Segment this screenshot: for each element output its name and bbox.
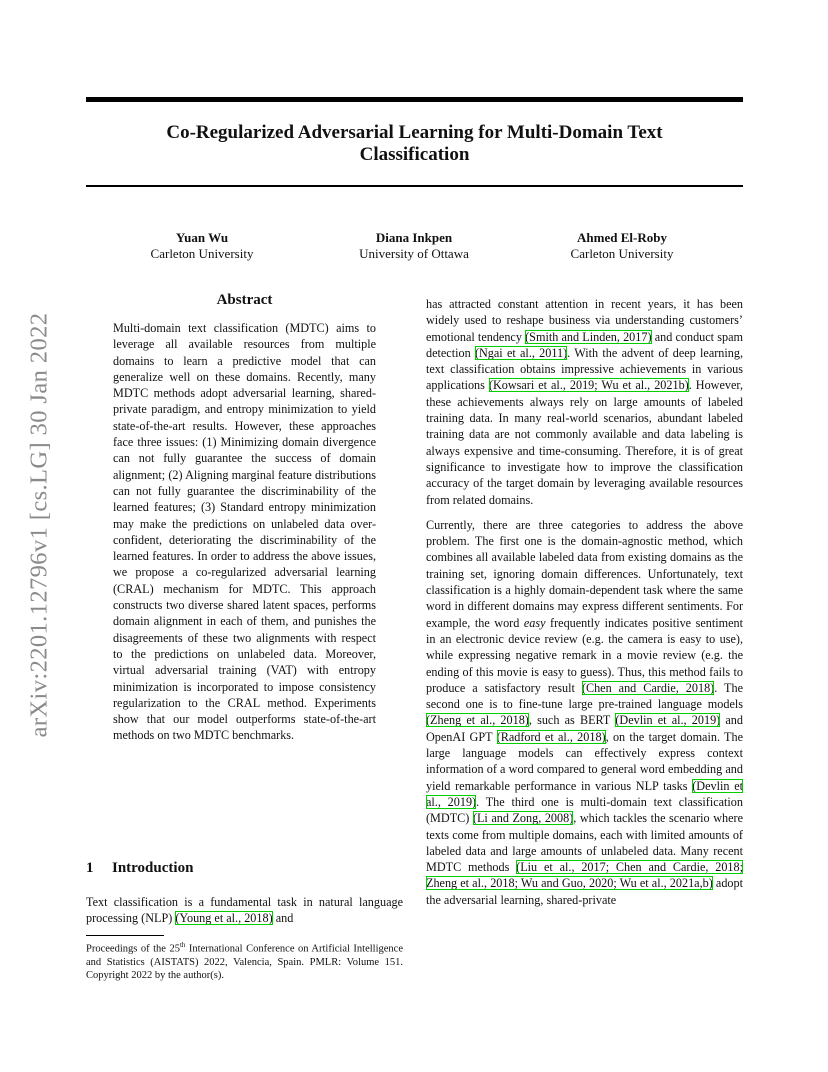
- citation-link[interactable]: (Chen and Cardie, 2018): [581, 680, 715, 695]
- body-text: Currently, there are three categories to address the above problem. The first one is the domain-agnostic method, which combines all available labeled data from existing domains as the training set, ignoring domain differences. Unfortunately, text classification is a highly domain-dependent task where the same word in different domains may express different sentiments. For example, the word: [426, 517, 743, 630]
- author-name: Ahmed El-Roby: [577, 230, 667, 245]
- author-3: [560, 230, 684, 262]
- body-text: and OpenAI GPT: [426, 713, 743, 744]
- body-text: frequently indicates positive sentiment in an electronic device review (e.g. the camera is easy to use), while expressing negative remark in a movie review (e.g. the ending of this movie is easy to guess). Thus, this method fails to produce a satisfactory result: [426, 615, 744, 695]
- author-affiliation: Carleton University: [570, 246, 674, 261]
- author-affiliation: Carleton University: [150, 246, 254, 261]
- body-text: , such as BERT: [528, 713, 616, 728]
- body-text: . With the advent of deep learning, text classification obtains impressive achievements in various applications: [426, 345, 744, 393]
- right-column: [426, 296, 743, 917]
- abstract-text: Multi-domain text classification (MDTC) aims to leverage all available resources from multiple domains to learn a predictive model that can generalize well on these domains. Recently, many MDTC methods adopt adversarial learning, shared-private paradigm, and entropy minimization to yield state-of-the-art results. However, these approaches face three issues: (1) Minimizing domain divergence can not fully guarantee the success of domain alignment; (2) Aligning marginal feature distributions can not fully guarantee the discriminability of the learned features; (3) Standard entropy minimization may make the predictions on unlabeled data over-confident, deteriorating the discriminability of the learned features. In order to address the above issues, we propose a co-regularized adversarial learning (CRAL) mechanism for MDTC. This approach constructs two diverse shared latent spaces, performs domain alignment in each of them, and punishes the disagreements of these two alignments with respect to the predictions on unlabeled data. Moreover, virtual adversarial training (VAT) with entropy minimization is incorporated to impose consistency regularization to the CRAL method. Experiments show that our model outperforms state-of-the-art methods on two MDTC benchmarks.: [113, 321, 376, 743]
- citation-link[interactable]: (Devlin et al., 2019): [615, 713, 721, 728]
- title-line-2: Classification: [359, 144, 470, 165]
- author-1: [140, 230, 264, 262]
- author-name: Diana Inkpen: [375, 230, 453, 245]
- body-text: . However, these achievements always rely on large amounts of labeled training data. In many real-world scenarios, abundant labeled training data are not commonly available and data labeling is always expensive and time-consuming. Therefore, it is of great significance to investigate how to improve the classification accuracy of the target domain by leveraging available resources from related domains.: [426, 378, 743, 507]
- footnote-text: Proceedings of the 25: [86, 943, 180, 955]
- intro-text: and: [272, 911, 294, 926]
- body-text: , on the target domain. The large language models can effectively express context information of a word compared to general word embedding and yield remarkable performance in various NLP tasks: [426, 729, 744, 793]
- author-affiliation: University of Ottawa: [359, 246, 469, 261]
- citation-link[interactable]: (Ngai et al., 2011): [474, 345, 568, 360]
- top-rule: [86, 97, 743, 102]
- paper-title: [86, 122, 743, 166]
- arxiv-id: arXiv:2201.12796v1 [cs.LG] 30 Jan 2022: [25, 312, 52, 738]
- footnote-rule: [86, 935, 164, 936]
- section-heading: [86, 860, 193, 877]
- footnote: [86, 939, 403, 983]
- intro-paragraph: [86, 894, 403, 927]
- intro-text: Text classification is a fundamental task in natural language processing (NLP): [86, 895, 403, 926]
- body-text: , which tackles the scenario where texts come from multiple domains, each with limited amounts of labeled data and large amounts of unlabeled data. Many recent MDTC methods: [426, 811, 743, 875]
- citation-link[interactable]: (Devlin et al., 2019): [426, 778, 743, 809]
- body-text: . The third one is multi-domain text classification (MDTC): [426, 794, 743, 826]
- body-text: . The second one is to fine-tune large pre-trained language models: [426, 680, 743, 712]
- citation-link[interactable]: (Li and Zong, 2008): [472, 811, 574, 826]
- footnote-superscript: th: [179, 941, 186, 949]
- citation-link[interactable]: (Young et al., 2018): [175, 911, 273, 926]
- citation-link[interactable]: (Smith and Linden, 2017): [525, 329, 652, 344]
- title-line-1: Co-Regularized Adversarial Learning for Multi-Domain Text: [166, 122, 663, 143]
- citation-link[interactable]: (Kowsari et al., 2019; Wu et al., 2021b): [488, 378, 689, 393]
- footnote-text: International Conference on Artificial Intelligence and Statistics (AISTATS) 2022, Valencia, Spain. PMLR: Volume 151. Copyright 2022 by the author(s).: [86, 943, 403, 982]
- citation-link[interactable]: (Liu et al., 2017; Chen and Cardie, 2018; Zheng et al., 2018; Wu and Guo, 2020; Wu et al., 2021a,b): [426, 860, 744, 891]
- arxiv-sidebar: [18, 290, 60, 760]
- section-title: Introduction: [112, 860, 194, 876]
- body-text: adopt the adversarial learning, shared-private: [426, 876, 743, 907]
- citation-link[interactable]: (Zheng et al., 2018): [426, 713, 529, 728]
- author-name: Yuan Wu: [175, 230, 229, 245]
- body-text: and conduct spam detection: [426, 329, 743, 360]
- body-paragraph-1: [426, 296, 743, 508]
- title-bottom-rule: [86, 185, 743, 187]
- emphasis-text: easy: [523, 615, 546, 630]
- author-2: [344, 230, 484, 262]
- body-text: has attracted constant attention in recent years, it has been widely used to reshape business via understanding customers’ emotional tendency: [426, 297, 743, 344]
- section-number: 1: [86, 860, 94, 876]
- abstract-heading: Abstract: [216, 292, 273, 308]
- citation-link[interactable]: (Radford et al., 2018): [496, 729, 606, 744]
- body-paragraph-2: [426, 517, 743, 908]
